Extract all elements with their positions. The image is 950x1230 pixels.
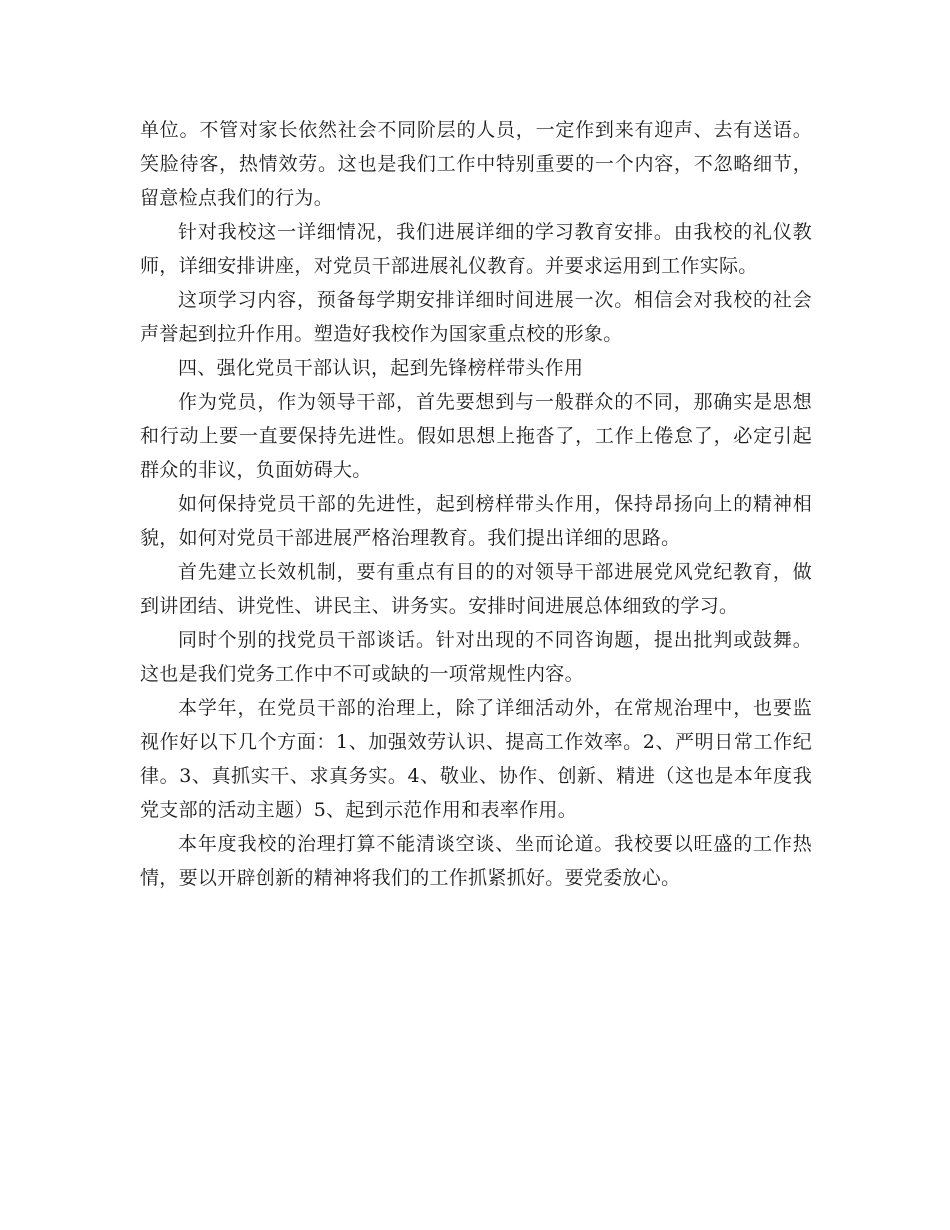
section-heading: 四、强化党员干部认识，起到先锋榜样带头作用 (178, 357, 584, 379)
paragraph-5: 作为党员，作为领导干部，首先要想到与一般群众的不同，那确实是思想和行动上要一直要保持先进性。假如思想上拖沓了，工作上倦怠了，必定引起群众的非议，负面妨碍大。 (140, 391, 812, 481)
paragraph-7: 首先建立长效机制，要有重点有目的的对领导干部进展党风党纪教育，做到讲团结、讲党性、讲民主、讲务实。安排时间进展总体细致的学习。 (140, 561, 812, 617)
paragraph-6: 如何保持党员干部的先进性，起到榜样带头作用，保持昂扬向上的精神相貌，如何对党员干部进展严格治理教育。我们提出详细的思路。 (140, 493, 812, 549)
paragraph-8: 同时个别的找党员干部谈话。针对出现的不同咨询题，提出批判或鼓舞。这也是我们党务工作中不可或缺的一项常规性内容。 (140, 629, 812, 685)
paragraph-2: 针对我校这一详细情况，我们进展详细的学习教育安排。由我校的礼仪教师，详细安排讲座，对党员干部进展礼仪教育。并要求运用到工作实际。 (140, 221, 812, 277)
paragraph-1: 单位。不管对家长依然社会不同阶层的人员，一定作到来有迎声、去有送语。笑脸待客，热情效劳。这也是我们工作中特别重要的一个内容，不忽略细节，留意检点我们的行为。 (140, 119, 812, 209)
paragraph-10: 本年度我校的治理打算不能清谈空谈、坐而论道。我校要以旺盛的工作热情，要以开辟创新的精神将我们的工作抓紧抓好。要党委放心。 (140, 833, 812, 889)
paragraph-9: 本学年，在党员干部的治理上，除了详细活动外，在常规治理中，也要监视作好以下几个方面：1、加强效劳认识、提高工作效率。2、严明日常工作纪律。3、真抓实干、求真务实。4、敬业、协作、创新、精进（这也是本年度我党支部的活动主题）5、起到示范作用和表率作用。 (140, 697, 812, 821)
paragraph-3: 这项学习内容，预备每学期安排详细时间进展一次。相信会对我校的社会声誉起到拉升作用。塑造好我校作为国家重点校的形象。 (140, 289, 812, 345)
document-body (140, 113, 812, 895)
